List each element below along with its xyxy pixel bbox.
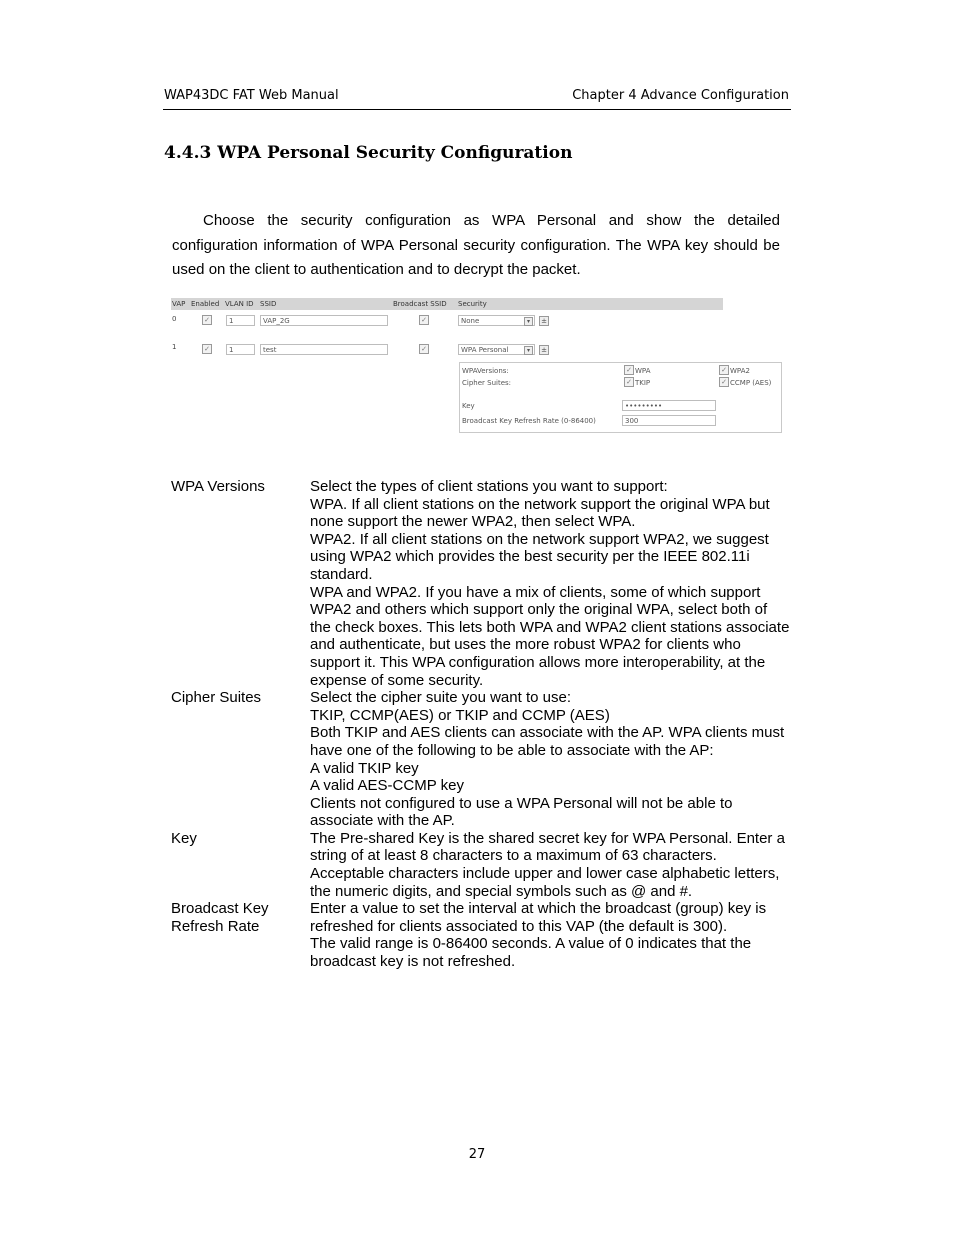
row0-enabled-checkbox[interactable]: ✓: [202, 315, 212, 325]
header-rule: [163, 109, 791, 110]
row1-enabled-checkbox[interactable]: ✓: [202, 344, 212, 354]
header-enabled: Enabled: [191, 300, 220, 308]
definition-desc: [310, 689, 790, 830]
wpa-versions-label: WPAVersions:: [462, 367, 509, 375]
row0-vlan-input[interactable]: 1: [226, 315, 255, 326]
definition-key: [171, 830, 791, 900]
page-number: 27: [468, 1147, 486, 1162]
page-header-left: WAP43DC FAT Web Manual: [164, 88, 339, 103]
definition-term: Cipher Suites: [171, 689, 262, 707]
header-broadcast-ssid: Broadcast SSID: [393, 300, 447, 308]
definition-desc: [310, 830, 790, 900]
ccmp-option-label: CCMP (AES): [730, 379, 772, 387]
wpa-personal-panel: [459, 362, 782, 433]
definition-broadcast-key-refresh-rate: [171, 900, 791, 970]
desc-line: The valid range is 0-86400 seconds. A value of 0 indicates that the broadcast key is not refreshed.: [310, 935, 752, 971]
wpa-option-label: WPA: [635, 367, 651, 375]
vap-settings-figure: [171, 296, 781, 436]
header-security: Security: [458, 300, 487, 308]
row0-security-select[interactable]: [458, 315, 535, 326]
wpa2-checkbox[interactable]: ✓: [719, 365, 729, 375]
desc-line: The Pre-shared Key is the shared secret key for WPA Personal. Enter a string of at least 8 characters to a maximum of 63 characters. Acceptable characters include upper and lower case alphabetic letters, the numeric digits, and special symbols such as @ and #.: [310, 829, 785, 900]
header-ssid: SSID: [260, 300, 277, 308]
tkip-option-label: TKIP: [635, 379, 651, 387]
row0-edit-icon[interactable]: ±: [539, 316, 549, 326]
row1-security-select[interactable]: [458, 344, 535, 355]
desc-line: A valid AES-CCMP key: [310, 777, 464, 795]
desc-line: Both TKIP and AES clients can associate with the AP. WPA clients must have one of the following to be able to associate with the AP:: [310, 724, 785, 759]
row1-vlan-input[interactable]: 1: [226, 344, 255, 355]
key-input[interactable]: •••••••••: [622, 400, 716, 411]
wpa-checkbox[interactable]: ✓: [624, 365, 634, 375]
table-header-bar: [171, 298, 723, 310]
definition-term: Key: [171, 829, 197, 847]
header-vlan-id: VLAN ID: [225, 300, 254, 308]
desc-line: A valid TKIP key: [310, 759, 419, 777]
desc-line: WPA and WPA2. If you have a mix of clients, some of which support WPA2 and others which support only the original WPA, select both of the check boxes. This lets both WPA and WPA2 client stations associate and authenticate, but uses the more robust WPA2 for clients who support it. This WPA configuration allows more interoperability, at the expense of some security.: [310, 583, 790, 689]
refresh-rate-input[interactable]: 300: [622, 415, 716, 426]
chevron-down-icon: ▾: [524, 346, 533, 355]
refresh-rate-label: Broadcast Key Refresh Rate (0-86400): [462, 417, 596, 425]
definitions: [171, 478, 791, 971]
cipher-suites-label: Cipher Suites:: [462, 379, 512, 387]
ccmp-checkbox[interactable]: ✓: [719, 377, 729, 387]
row0-vap: 0: [172, 315, 177, 323]
intro-text: Choose the security configuration as WPA Personal and show the detailed configuration information of WPA Personal security configuration. The WPA key should be used on the client to authentication and to decrypt the packet.: [172, 212, 780, 278]
definition-wpa-versions: [171, 478, 791, 689]
row0-security-value: None: [461, 317, 480, 325]
intro-paragraph: [172, 209, 780, 283]
tkip-checkbox[interactable]: ✓: [624, 377, 634, 387]
desc-line: Enter a value to set the interval at which the broadcast (group) key is refreshed for clients associated to this VAP (the default is 300).: [310, 900, 767, 935]
row1-vap: 1: [172, 343, 177, 351]
desc-line: Select the cipher suite you want to use:: [310, 689, 571, 707]
definition-term: WPA Versions: [171, 478, 265, 495]
page-header-right: Chapter 4 Advance Configuration: [572, 88, 789, 103]
definition-term: Broadcast Key Refresh Rate: [171, 900, 269, 935]
row1-ssid-input[interactable]: test: [260, 344, 388, 355]
definition-desc: [310, 478, 790, 689]
desc-line: TKIP, CCMP(AES) or TKIP and CCMP (AES): [310, 706, 610, 724]
desc-line: Select the types of client stations you want to support:: [310, 478, 668, 495]
desc-line: Clients not configured to use a WPA Personal will not be able to associate with the AP.: [310, 794, 733, 830]
row1-broadcast-checkbox[interactable]: ✓: [419, 344, 429, 354]
row1-security-value: WPA Personal: [461, 346, 509, 354]
row1-edit-icon[interactable]: ±: [539, 345, 549, 355]
section-title: 4.4.3 WPA Personal Security Configuration: [164, 143, 573, 163]
desc-line: WPA2. If all client stations on the network support WPA2, we suggest using WPA2 which provides the best security per the IEEE 802.11i standard.: [310, 530, 769, 583]
row0-broadcast-checkbox[interactable]: ✓: [419, 315, 429, 325]
row0-ssid-input[interactable]: VAP_2G: [260, 315, 388, 326]
key-label: Key: [462, 402, 475, 410]
definition-desc: [310, 900, 790, 970]
chevron-down-icon: ▾: [524, 317, 533, 326]
desc-line: WPA. If all client stations on the network support the original WPA but none support the newer WPA2, then select WPA.: [310, 495, 770, 531]
definition-cipher-suites: [171, 689, 791, 830]
header-vap: VAP: [172, 300, 186, 308]
wpa2-option-label: WPA2: [730, 367, 750, 375]
